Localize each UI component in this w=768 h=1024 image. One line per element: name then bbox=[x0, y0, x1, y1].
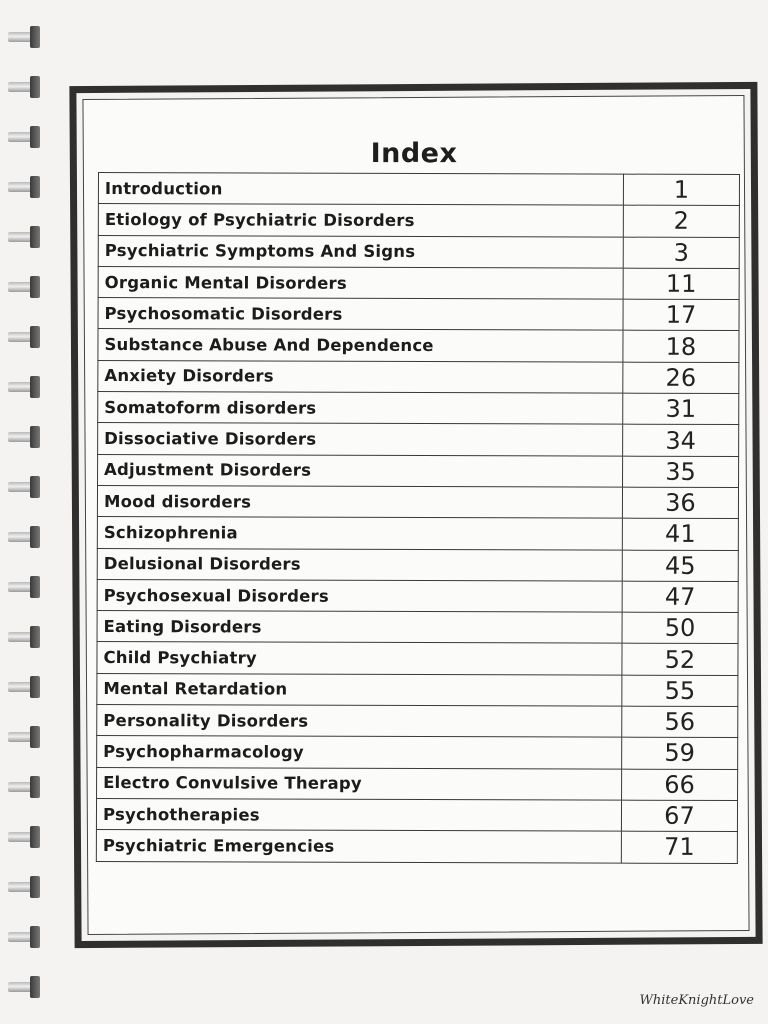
spiral-hole bbox=[30, 926, 40, 948]
index-topic: Anxiety Disorders bbox=[98, 360, 623, 393]
index-row bbox=[98, 298, 739, 331]
spiral-wire bbox=[8, 782, 32, 792]
index-page-number: 11 bbox=[623, 268, 739, 300]
index-row bbox=[98, 329, 739, 362]
index-topic: Mental Retardation bbox=[97, 673, 622, 706]
index-page-number: 31 bbox=[623, 393, 739, 425]
spiral-ring bbox=[8, 76, 42, 98]
spiral-hole bbox=[30, 676, 40, 698]
index-topic: Somatoform disorders bbox=[98, 392, 623, 425]
spiral-ring bbox=[8, 576, 42, 598]
spiral-hole bbox=[30, 776, 40, 798]
index-page-number: 18 bbox=[623, 331, 739, 363]
index-row bbox=[98, 173, 739, 206]
spiral-ring bbox=[8, 176, 42, 198]
spiral-hole bbox=[30, 526, 40, 548]
spiral-hole bbox=[30, 726, 40, 748]
spiral-wire bbox=[8, 82, 32, 92]
index-page-number: 59 bbox=[622, 737, 738, 769]
spiral-ring bbox=[8, 276, 42, 298]
index-row bbox=[98, 392, 739, 425]
spiral-ring bbox=[8, 226, 42, 248]
index-page-number: 36 bbox=[622, 487, 738, 519]
index-topic: Delusional Disorders bbox=[97, 548, 622, 581]
spiral-wire bbox=[8, 732, 32, 742]
index-page-number: 17 bbox=[623, 299, 739, 331]
spiral-wire bbox=[8, 682, 32, 692]
spiral-hole bbox=[30, 326, 40, 348]
index-page-number: 3 bbox=[623, 237, 739, 269]
spiral-hole bbox=[30, 226, 40, 248]
index-table bbox=[96, 172, 740, 864]
index-row bbox=[96, 798, 737, 831]
index-topic: Child Psychiatry bbox=[97, 642, 622, 675]
index-row bbox=[97, 548, 738, 581]
index-topic: Organic Mental Disorders bbox=[98, 266, 623, 299]
spiral-wire bbox=[8, 232, 32, 242]
index-page-number: 45 bbox=[622, 550, 738, 582]
spiral-ring bbox=[8, 676, 42, 698]
index-page-number: 52 bbox=[622, 644, 738, 676]
index-topic: Psychosexual Disorders bbox=[97, 579, 622, 612]
spiral-hole bbox=[30, 176, 40, 198]
index-row bbox=[97, 705, 738, 738]
spiral-wire bbox=[8, 282, 32, 292]
index-page-number: 34 bbox=[623, 425, 739, 457]
spiral-wire bbox=[8, 132, 32, 142]
index-row bbox=[98, 235, 739, 268]
index-row bbox=[98, 266, 739, 299]
index-topic: Introduction bbox=[98, 173, 623, 206]
spiral-ring bbox=[8, 326, 42, 348]
index-topic: Substance Abuse And Dependence bbox=[98, 329, 623, 362]
spiral-hole bbox=[30, 76, 40, 98]
index-topic: Psychosomatic Disorders bbox=[98, 298, 623, 331]
spiral-ring bbox=[8, 26, 42, 48]
spiral-ring bbox=[8, 976, 42, 998]
spiral-hole bbox=[30, 626, 40, 648]
index-row bbox=[97, 736, 738, 769]
index-topic: Electro Convulsive Therapy bbox=[97, 767, 622, 800]
index-page-number: 41 bbox=[622, 518, 738, 550]
spiral-hole bbox=[30, 826, 40, 848]
spiral-ring bbox=[8, 926, 42, 948]
spiral-wire bbox=[8, 832, 32, 842]
index-row bbox=[97, 673, 738, 706]
spiral-hole bbox=[30, 576, 40, 598]
index-topic: Adjustment Disorders bbox=[98, 454, 623, 487]
spiral-wire bbox=[8, 982, 32, 992]
index-row bbox=[97, 611, 738, 644]
spiral-wire bbox=[8, 182, 32, 192]
spiral-ring bbox=[8, 726, 42, 748]
index-page-number: 35 bbox=[623, 456, 739, 488]
index-row bbox=[96, 830, 737, 863]
index-page-number: 71 bbox=[621, 831, 737, 863]
spiral-wire bbox=[8, 582, 32, 592]
spiral-ring bbox=[8, 526, 42, 548]
index-topic: Mood disorders bbox=[97, 485, 622, 518]
index-topic: Personality Disorders bbox=[97, 705, 622, 738]
spiral-ring bbox=[8, 376, 42, 398]
spiral-wire bbox=[8, 882, 32, 892]
index-page-number: 2 bbox=[623, 205, 739, 237]
spiral-wire bbox=[8, 432, 32, 442]
spiral-ring bbox=[8, 126, 42, 148]
index-row bbox=[97, 767, 738, 800]
index-page-number: 67 bbox=[621, 800, 737, 832]
index-row bbox=[98, 204, 739, 237]
index-topic: Psychiatric Emergencies bbox=[96, 830, 621, 863]
index-topic: Schizophrenia bbox=[97, 517, 622, 550]
index-row bbox=[97, 485, 738, 518]
spiral-binding bbox=[0, 0, 52, 1024]
spiral-hole bbox=[30, 976, 40, 998]
spiral-ring bbox=[8, 876, 42, 898]
spiral-wire bbox=[8, 382, 32, 392]
spiral-wire bbox=[8, 532, 32, 542]
spiral-hole bbox=[30, 876, 40, 898]
index-row bbox=[98, 360, 739, 393]
page-title: Index bbox=[370, 138, 458, 169]
spiral-wire bbox=[8, 32, 32, 42]
spiral-wire bbox=[8, 632, 32, 642]
index-page-number: 66 bbox=[622, 769, 738, 801]
spiral-ring bbox=[8, 626, 42, 648]
index-topic: Dissociative Disorders bbox=[98, 423, 623, 456]
index-row bbox=[97, 642, 738, 675]
index-table-body bbox=[96, 173, 739, 864]
spiral-hole bbox=[30, 26, 40, 48]
spiral-ring bbox=[8, 476, 42, 498]
index-page-number: 56 bbox=[622, 706, 738, 738]
index-row bbox=[98, 454, 739, 487]
index-row bbox=[97, 517, 738, 550]
index-page-number: 26 bbox=[623, 362, 739, 394]
signature-watermark: WhiteKnightLove bbox=[639, 993, 754, 1008]
spiral-hole bbox=[30, 476, 40, 498]
index-page-number: 50 bbox=[622, 612, 738, 644]
spiral-wire bbox=[8, 932, 32, 942]
spiral-hole bbox=[30, 126, 40, 148]
index-topic: Psychotherapies bbox=[96, 798, 621, 831]
index-page-number: 1 bbox=[623, 174, 739, 206]
spiral-hole bbox=[30, 426, 40, 448]
spiral-ring bbox=[8, 426, 42, 448]
index-topic: Psychiatric Symptoms And Signs bbox=[98, 235, 623, 268]
index-page-number: 47 bbox=[622, 581, 738, 613]
spiral-ring bbox=[8, 776, 42, 798]
spiral-ring bbox=[8, 826, 42, 848]
spiral-wire bbox=[8, 482, 32, 492]
spiral-wire bbox=[8, 332, 32, 342]
index-page-number: 55 bbox=[622, 675, 738, 707]
index-row bbox=[98, 423, 739, 456]
spiral-hole bbox=[30, 276, 40, 298]
index-row bbox=[97, 579, 738, 612]
index-topic: Psychopharmacology bbox=[97, 736, 622, 769]
index-topic: Eating Disorders bbox=[97, 611, 622, 644]
index-topic: Etiology of Psychiatric Disorders bbox=[98, 204, 623, 237]
spiral-hole bbox=[30, 376, 40, 398]
